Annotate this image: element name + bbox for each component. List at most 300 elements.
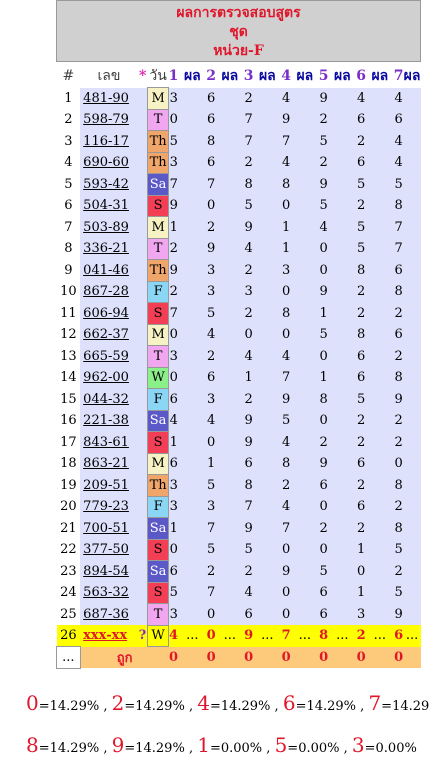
result-cell	[216, 496, 244, 518]
position-value: 1	[244, 367, 254, 389]
position-value: 5	[206, 475, 216, 497]
position-value: 0	[206, 195, 216, 217]
position-value: 6	[206, 367, 216, 389]
day-badge: Th	[148, 475, 169, 497]
position-value: 9	[244, 217, 254, 239]
stat-separator: ,	[339, 741, 352, 756]
table-row	[57, 496, 421, 518]
position-value: 0	[281, 281, 291, 303]
day-badge: M	[148, 217, 169, 239]
result-cell	[179, 453, 207, 475]
placeholder-dots: ...	[254, 625, 282, 647]
result-cell	[404, 453, 421, 475]
day-badge: Sa	[148, 561, 169, 583]
result-cell	[366, 539, 394, 561]
position-value: 7	[169, 303, 179, 325]
position-value: 2	[394, 410, 404, 432]
position-value: 7	[206, 582, 216, 604]
position-value: 2	[281, 475, 291, 497]
position-value: 2	[206, 346, 216, 368]
result-cell	[366, 389, 394, 411]
result-cell	[216, 174, 244, 196]
lottery-number-link[interactable]: 863-21	[80, 453, 138, 475]
position-value: 3	[169, 475, 179, 497]
result-cell	[329, 604, 357, 626]
result-cell	[366, 582, 394, 604]
result-cell	[329, 518, 357, 540]
correct-spacer	[179, 647, 207, 669]
table-row	[57, 582, 421, 604]
result-cell	[254, 109, 282, 131]
position-value: 5	[319, 131, 329, 153]
position-value: 5	[356, 389, 366, 411]
position-value: 9	[394, 604, 404, 626]
result-cell	[329, 453, 357, 475]
table-row	[57, 475, 421, 497]
lottery-number-link[interactable]: 894-54	[80, 561, 138, 583]
result-cell	[179, 410, 207, 432]
result-cell	[254, 174, 282, 196]
day-badge: T	[148, 109, 169, 131]
result-cell	[329, 367, 357, 389]
position-value: 4	[169, 410, 179, 432]
table-row	[57, 152, 421, 174]
correct-spacer	[291, 647, 319, 669]
lottery-number-link[interactable]: 563-32	[80, 582, 138, 604]
correct-count: 0	[206, 647, 216, 669]
position-value: 4	[244, 346, 254, 368]
position-value: 0	[206, 604, 216, 626]
result-cell	[366, 410, 394, 432]
position-value: 6	[169, 389, 179, 411]
row-number: 26	[57, 625, 81, 647]
correct-label: ถูก	[80, 647, 168, 669]
position-value: 2	[244, 389, 254, 411]
title-line-3: หน่วย-F	[213, 43, 264, 59]
result-cell	[291, 518, 319, 540]
result-cell	[216, 152, 244, 174]
result-cell	[179, 432, 207, 454]
placeholder-dots: ...	[366, 625, 394, 647]
position-value: 0	[169, 367, 179, 389]
correct-spacer	[404, 647, 421, 669]
lottery-number-link[interactable]: 843-61	[80, 432, 138, 454]
result-cell	[366, 88, 394, 110]
position-value: 6	[356, 453, 366, 475]
position-value: 3	[356, 604, 366, 626]
lottery-number-link[interactable]: 221-38	[80, 410, 138, 432]
position-value: 9	[244, 432, 254, 454]
result-cell	[329, 152, 357, 174]
result-cell	[179, 346, 207, 368]
result-cell	[366, 475, 394, 497]
result-cell	[291, 238, 319, 260]
row-number: 11	[57, 303, 81, 325]
result-cell	[329, 131, 357, 153]
result-cell	[216, 453, 244, 475]
result-cell	[216, 260, 244, 282]
result-cell	[179, 217, 207, 239]
position-value: 2	[244, 152, 254, 174]
result-cell	[329, 432, 357, 454]
position-value: 6	[319, 604, 329, 626]
position-value: 0	[206, 432, 216, 454]
table-row	[57, 88, 421, 110]
star-cell	[138, 88, 148, 110]
result-cell	[404, 260, 421, 282]
row-number: 9	[57, 260, 81, 282]
stat-separator: ,	[262, 741, 275, 756]
lottery-number-link[interactable]: 481-90	[80, 88, 138, 110]
position-value: 0	[319, 539, 329, 561]
position-value: 6	[394, 324, 404, 346]
row-number: 17	[57, 432, 81, 454]
lottery-number-link[interactable]: 867-28	[80, 281, 138, 303]
correct-count: 0	[244, 647, 254, 669]
result-cell	[179, 582, 207, 604]
result-cell	[216, 324, 244, 346]
predicted-value: 7	[281, 625, 291, 647]
position-value: 8	[356, 260, 366, 282]
result-cell	[216, 367, 244, 389]
star-cell	[138, 561, 148, 583]
position-value: 4	[281, 496, 291, 518]
result-cell	[254, 195, 282, 217]
result-cell	[216, 518, 244, 540]
result-cell	[404, 518, 421, 540]
row-number: 6	[57, 195, 81, 217]
header-result-7: ผล	[403, 68, 421, 85]
table-body	[57, 88, 421, 669]
position-value: 0	[281, 604, 291, 626]
result-cell	[404, 152, 421, 174]
result-cell	[366, 518, 394, 540]
stat-digit: 0	[26, 691, 39, 715]
result-cell	[291, 389, 319, 411]
row-number: 14	[57, 367, 81, 389]
stat-digit: 8	[26, 733, 39, 757]
day-badge: Sa	[148, 410, 169, 432]
position-value: 2	[356, 195, 366, 217]
position-value: 6	[244, 453, 254, 475]
result-cell	[366, 604, 394, 626]
position-value: 3	[169, 346, 179, 368]
placeholder-dots: ...	[216, 625, 244, 647]
position-value: 7	[281, 131, 291, 153]
header-day: วัน	[149, 68, 167, 84]
position-value: 9	[244, 518, 254, 540]
result-cell	[216, 582, 244, 604]
result-cell	[404, 346, 421, 368]
row-number: 23	[57, 561, 81, 583]
result-cell	[254, 131, 282, 153]
table-row	[57, 410, 421, 432]
result-cell	[254, 367, 282, 389]
result-cell	[404, 496, 421, 518]
table-row	[57, 389, 421, 411]
position-value: 2	[394, 432, 404, 454]
result-cell	[329, 238, 357, 260]
stat-percentage: =14.29%	[124, 699, 185, 714]
position-value: 2	[319, 518, 329, 540]
result-cell	[329, 324, 357, 346]
position-value: 5	[244, 539, 254, 561]
day-badge: F	[148, 281, 169, 303]
position-value: 2	[319, 152, 329, 174]
position-value: 4	[356, 88, 366, 110]
lottery-number-link[interactable]: 377-50	[80, 539, 138, 561]
position-value: 3	[281, 260, 291, 282]
prediction-number-link[interactable]: xxx-xx	[80, 625, 138, 647]
result-cell	[291, 410, 319, 432]
position-value: 4	[394, 88, 404, 110]
position-value: 4	[281, 152, 291, 174]
lottery-number-link[interactable]: 606-94	[80, 303, 138, 325]
position-value: 2	[356, 410, 366, 432]
lottery-number-link[interactable]: 044-32	[80, 389, 138, 411]
result-cell	[291, 496, 319, 518]
lottery-number-link[interactable]: 116-17	[80, 131, 138, 153]
position-value: 1	[281, 238, 291, 260]
lottery-number-link[interactable]: 700-51	[80, 518, 138, 540]
stat-percentage: =0.00%	[209, 741, 263, 756]
result-cell	[329, 88, 357, 110]
result-cell	[179, 324, 207, 346]
position-value: 6	[356, 109, 366, 131]
position-value: 0	[319, 346, 329, 368]
header-number: เลข	[97, 68, 121, 85]
day-badge: Sa	[148, 174, 169, 196]
stat-digit: 1	[197, 733, 210, 757]
position-value: 7	[281, 518, 291, 540]
position-value: 9	[281, 109, 291, 131]
lottery-number-link[interactable]: 041-46	[80, 260, 138, 282]
lottery-number-link[interactable]: 662-37	[80, 324, 138, 346]
correct-count: 0	[169, 647, 179, 669]
result-cell	[291, 217, 319, 239]
table-row	[57, 324, 421, 346]
position-value: 6	[319, 475, 329, 497]
lottery-number-link[interactable]: 504-31	[80, 195, 138, 217]
result-cell	[329, 582, 357, 604]
star-cell	[138, 152, 148, 174]
stat-digit: 3	[351, 733, 365, 757]
position-value: 2	[394, 346, 404, 368]
result-cell	[179, 496, 207, 518]
position-value: 7	[281, 367, 291, 389]
stat-percentage: =14.29%	[209, 699, 271, 714]
position-value: 9	[319, 453, 329, 475]
table-row	[57, 561, 421, 583]
position-value: 3	[206, 260, 216, 282]
result-cell	[216, 303, 244, 325]
position-value: 6	[356, 346, 366, 368]
header-result-6: ผล	[371, 68, 389, 85]
row-number: 21	[57, 518, 81, 540]
star-cell	[138, 496, 148, 518]
position-value: 8	[394, 367, 404, 389]
position-value: 4	[394, 131, 404, 153]
result-cell	[254, 410, 282, 432]
position-value: 0	[281, 195, 291, 217]
lottery-number-link[interactable]: 687-36	[80, 604, 138, 626]
result-cell	[216, 604, 244, 626]
correct-count: 0	[319, 647, 329, 669]
position-value: 5	[394, 582, 404, 604]
position-value: 2	[244, 303, 254, 325]
lottery-number-link[interactable]: 779-23	[80, 496, 138, 518]
star-cell	[138, 174, 148, 196]
result-cell	[216, 195, 244, 217]
result-cell	[329, 281, 357, 303]
stat-separator: ,	[184, 741, 198, 756]
result-cell	[366, 131, 394, 153]
position-value: 6	[206, 152, 216, 174]
correct-spacer	[366, 647, 394, 669]
result-cell	[329, 260, 357, 282]
result-cell	[404, 238, 421, 260]
lottery-number-link[interactable]: 962-00	[80, 367, 138, 389]
stat-separator: ,	[270, 699, 283, 714]
row-number: 20	[57, 496, 81, 518]
position-value: 2	[356, 432, 366, 454]
star-cell	[138, 346, 148, 368]
stat-separator: ,	[184, 699, 198, 714]
position-value: 9	[206, 238, 216, 260]
position-value: 9	[319, 174, 329, 196]
star-cell	[138, 109, 148, 131]
table-row	[57, 174, 421, 196]
row-number: 15	[57, 389, 81, 411]
star-cell	[138, 131, 148, 153]
lottery-number-link[interactable]: 209-51	[80, 475, 138, 497]
position-value: 3	[206, 496, 216, 518]
result-cell	[404, 217, 421, 239]
result-cell	[254, 496, 282, 518]
lottery-number-link[interactable]: 690-60	[80, 152, 138, 174]
result-cell	[254, 453, 282, 475]
prediction-row	[57, 625, 421, 647]
result-cell	[404, 367, 421, 389]
stat-percentage: =0.00%	[364, 741, 417, 756]
row-number: 19	[57, 475, 81, 497]
result-cell	[329, 389, 357, 411]
result-cell	[254, 217, 282, 239]
lottery-number-link[interactable]: 665-59	[80, 346, 138, 368]
position-value: 2	[244, 88, 254, 110]
result-cell	[366, 238, 394, 260]
predicted-value: 4	[169, 625, 179, 647]
position-value: 1	[169, 217, 179, 239]
star-cell	[138, 260, 148, 282]
position-value: 4	[244, 238, 254, 260]
result-cell	[291, 367, 319, 389]
position-value: 5	[319, 195, 329, 217]
result-cell	[404, 303, 421, 325]
star-cell	[138, 539, 148, 561]
position-value: 7	[206, 174, 216, 196]
stat-separator: ,	[356, 699, 369, 714]
result-cell	[291, 324, 319, 346]
position-value: 7	[244, 496, 254, 518]
result-cell	[329, 496, 357, 518]
position-value: 7	[206, 518, 216, 540]
stats-line-1	[26, 684, 429, 726]
correct-count: 0	[356, 647, 366, 669]
result-cell	[329, 217, 357, 239]
table-row	[57, 604, 421, 626]
day-badge: Sa	[148, 518, 169, 540]
result-cell	[254, 260, 282, 282]
star-cell	[138, 475, 148, 497]
day-badge: Th	[148, 152, 169, 174]
result-cell	[254, 432, 282, 454]
stat-percentage: =0.00%	[287, 741, 340, 756]
stat-digit: 4	[197, 691, 210, 715]
lottery-number-link[interactable]: 598-79	[80, 109, 138, 131]
placeholder-dots: ...	[291, 625, 319, 647]
lottery-number-link[interactable]: 336-21	[80, 238, 138, 260]
result-cell	[179, 131, 207, 153]
result-cell	[291, 174, 319, 196]
day-badge: F	[148, 496, 169, 518]
lottery-number-link[interactable]: 503-89	[80, 217, 138, 239]
result-cell	[404, 281, 421, 303]
row-number: 10	[57, 281, 81, 303]
day-badge: S	[148, 303, 169, 325]
predicted-value: 8	[319, 625, 329, 647]
header-position-1: 1	[168, 68, 179, 85]
position-value: 6	[394, 109, 404, 131]
position-value: 4	[244, 582, 254, 604]
result-cell	[366, 152, 394, 174]
position-value: 9	[281, 389, 291, 411]
result-cell	[404, 604, 421, 626]
result-cell	[366, 195, 394, 217]
position-value: 5	[394, 539, 404, 561]
result-cell	[254, 561, 282, 583]
digit-frequency-stats	[26, 684, 429, 768]
star-cell	[138, 604, 148, 626]
row-number: 22	[57, 539, 81, 561]
position-value: 9	[319, 281, 329, 303]
star-cell	[138, 303, 148, 325]
star-cell	[138, 195, 148, 217]
row-number: 3	[57, 131, 81, 153]
position-value: 2	[394, 496, 404, 518]
position-value: 0	[319, 260, 329, 282]
position-value: 9	[319, 88, 329, 110]
stat-percentage: =14.29	[381, 699, 430, 714]
row-number: 12	[57, 324, 81, 346]
table-row	[57, 303, 421, 325]
position-value: 0	[394, 453, 404, 475]
lottery-number-link[interactable]: 593-42	[80, 174, 138, 196]
position-value: 0	[356, 561, 366, 583]
result-cell	[179, 518, 207, 540]
row-number: 1	[57, 88, 81, 110]
star-cell	[138, 453, 148, 475]
stat-percentage: =14.29%	[124, 741, 185, 756]
row-number: 2	[57, 109, 81, 131]
position-value: 2	[319, 109, 329, 131]
result-cell	[216, 131, 244, 153]
result-cell	[216, 238, 244, 260]
result-cell	[179, 281, 207, 303]
stat-digit: 5	[274, 733, 288, 757]
result-cell	[329, 346, 357, 368]
day-badge: T	[148, 238, 169, 260]
